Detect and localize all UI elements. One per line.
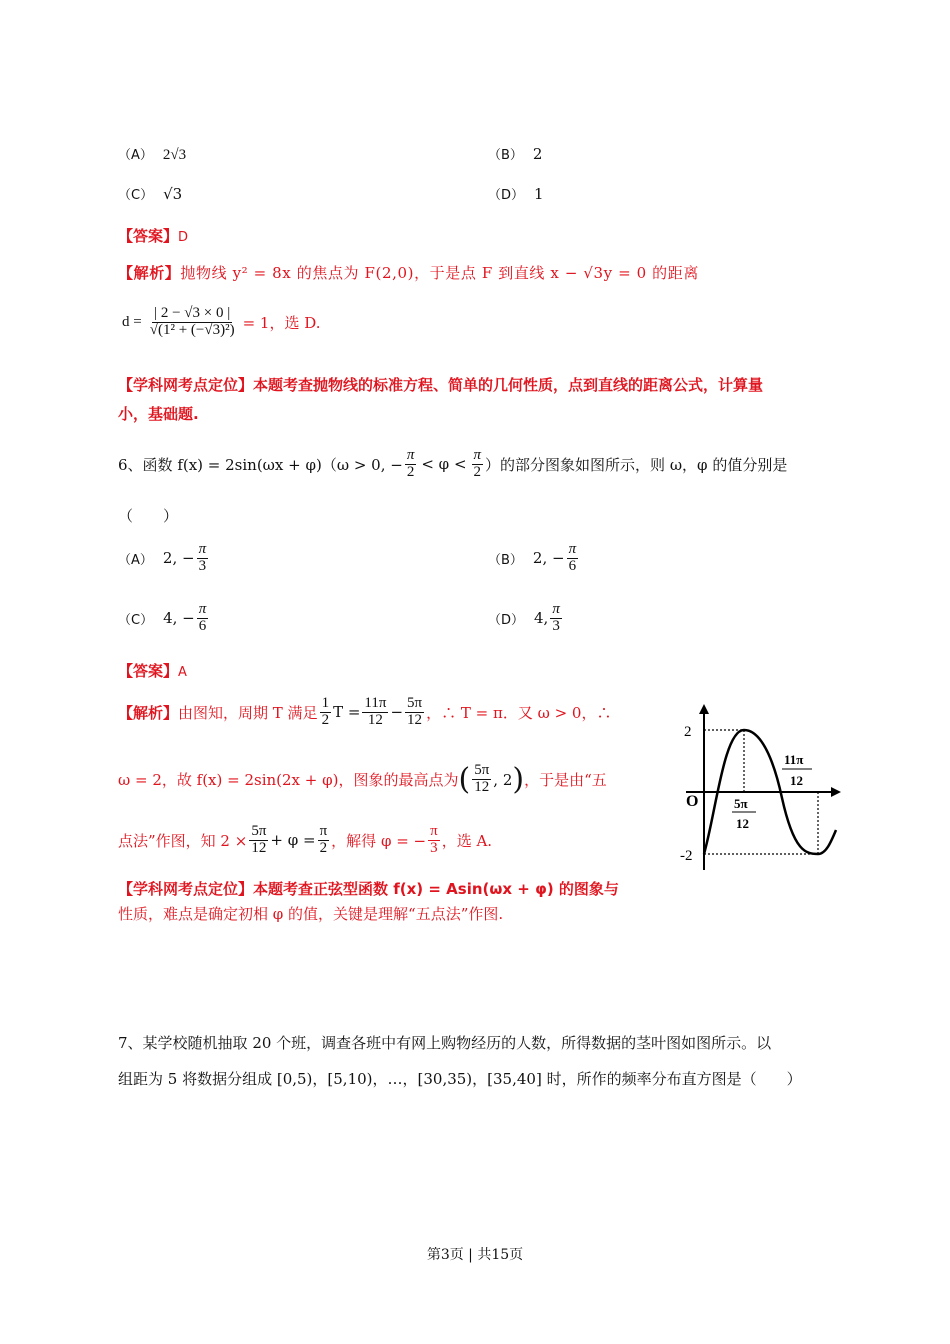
option-label: （D） — [488, 188, 525, 203]
analysis-text: T = — [333, 703, 361, 722]
analysis-text: 抛物线 y² = 8x 的焦点为 F(2,0)，于是点 F 到直线 x − √3y = 0 的距离 — [180, 264, 699, 282]
stem-part-c: ）的部分图象如图所示，则 ω，φ 的值分别是 — [485, 455, 788, 474]
fraction-denominator: 2 — [473, 463, 482, 480]
analysis-text: ω = 2，故 f(x) = 2sin(2x + φ)，图象的最高点为 — [118, 771, 459, 789]
fraction-numerator: π — [198, 541, 207, 557]
formula-suffix: = 1，选 D. — [242, 313, 321, 332]
q5-option-d — [488, 184, 544, 203]
fraction-denominator: 2 — [406, 463, 415, 480]
fraction-numerator: π — [198, 601, 207, 617]
q7-line2: 组距为 5 将数据分组成 [0,5)，[5,10)，…，[30,35)，[35,40] 时，所作的频率分布直方图是（ ） — [118, 1070, 802, 1088]
question-number: 6、 — [118, 455, 143, 474]
q6-answer — [118, 660, 187, 681]
fraction-denominator: 3 — [198, 557, 207, 574]
question-text: 某学校随机抽取 20 个班，调查各班中有网上购物经历的人数，所得数据的茎叶图如图所示。以 — [142, 1034, 772, 1052]
q6-option-a — [118, 542, 210, 575]
paren-left: ( — [458, 762, 471, 797]
half-fraction — [320, 696, 332, 729]
y-max-label: 2 — [684, 724, 692, 740]
fraction-denominator: √(1² + (−√3)²) — [149, 321, 235, 338]
x1-denominator: 12 — [736, 816, 749, 831]
kaodian-tag: 【学科网考点定位】 — [118, 376, 254, 394]
fraction-denominator: 2 — [321, 711, 330, 728]
x2-numerator: 11π — [784, 752, 804, 767]
y-min-label: -2 — [680, 848, 693, 864]
fraction-numerator: 5π — [251, 823, 267, 839]
option-value: 2, − — [532, 549, 565, 568]
paren-right: ) — [512, 762, 525, 797]
fraction-denominator: 6 — [198, 617, 207, 634]
option-label: （D） — [488, 612, 525, 628]
fraction-numerator: 5π — [474, 762, 490, 779]
distance-fraction — [148, 306, 237, 339]
fraction — [472, 763, 491, 796]
option-fraction — [567, 542, 579, 575]
option-fraction — [550, 602, 562, 635]
fraction-denominator: 6 — [568, 557, 577, 574]
option-value: 4, − — [163, 609, 195, 628]
answer-tag: 【答案】 — [118, 662, 179, 680]
option-value: 2 — [532, 145, 543, 163]
option-label: （A） — [118, 148, 153, 163]
x1-numerator: 5π — [734, 796, 748, 811]
fraction-denominator: 2 — [319, 839, 328, 856]
q6-analysis-line1 — [118, 696, 611, 729]
q6-analysis-line2 — [118, 762, 607, 797]
analysis-text: 点法”作图，知 2 × — [118, 831, 248, 850]
option-fraction — [197, 542, 209, 575]
fraction-numerator: | 2 − √3 × 0 | — [154, 305, 231, 321]
option-label: （B） — [488, 552, 523, 568]
option-label: （B） — [488, 148, 523, 163]
fraction-denominator: 3 — [552, 617, 560, 634]
q5-answer — [118, 225, 188, 246]
sine-graph — [676, 702, 846, 872]
fraction-numerator: π — [552, 601, 560, 617]
x2-denominator: 12 — [790, 773, 803, 788]
option-label: （A） — [118, 552, 153, 568]
q5-distance-formula — [122, 306, 321, 339]
fraction-numerator: π — [430, 823, 438, 839]
stem-part-b: < φ < — [421, 455, 467, 474]
analysis-text: ，选 A. — [441, 831, 493, 850]
analysis-text: ，解得 φ = − — [331, 831, 427, 850]
question-number: 7、 — [118, 1034, 143, 1052]
y-axis-arrow — [699, 704, 709, 714]
fraction-denominator: 12 — [474, 779, 490, 795]
fraction-numerator: π — [406, 447, 415, 463]
kaodian-text: 本题考查正弦型函数 f(x) = Asin(ωx + φ) 的图象与 — [253, 880, 619, 898]
fraction-numerator: 11π — [364, 695, 387, 711]
fraction-numerator: 5π — [407, 695, 423, 711]
q6-option-b — [488, 542, 580, 575]
fraction-numerator: π — [473, 447, 482, 463]
option-value: 1 — [534, 185, 544, 203]
q6-option-c — [118, 602, 210, 635]
fraction — [318, 824, 330, 857]
fraction — [428, 824, 440, 857]
q6-answer-paren: （ ） — [118, 507, 179, 525]
stem-part-a: 函数 f(x) = 2sin(ωx + φ)（ω > 0, − — [142, 455, 403, 474]
option-value: √3 — [163, 185, 183, 203]
q6-analysis-line3 — [118, 824, 492, 857]
x-axis-arrow — [831, 787, 841, 797]
kaodian-text: 本题考查抛物线的标准方程、简单的几何性质，点到直线的距离公式，计算量 — [253, 376, 764, 394]
fraction-numerator: π — [319, 823, 328, 839]
fraction-denominator: 3 — [430, 839, 438, 856]
pi-over-2-fraction — [472, 448, 484, 481]
q6-kaodian — [118, 878, 678, 924]
analysis-tag: 【解析】 — [118, 264, 181, 282]
fraction-numerator: 1 — [321, 695, 330, 711]
answer-tag: 【答案】 — [118, 227, 179, 245]
formula-prefix: d = — [122, 313, 142, 330]
analysis-text: ，∴ T = π．又 ω > 0，∴ — [426, 703, 612, 722]
q5-analysis-line1 — [118, 262, 848, 283]
answer-value: A — [178, 665, 187, 680]
kaodian-text-2: 小，基础题. — [118, 405, 199, 423]
fraction — [405, 696, 424, 729]
option-label: （C） — [118, 612, 154, 628]
kaodian-tag: 【学科网考点定位】 — [118, 880, 254, 898]
option-label: （C） — [118, 188, 154, 203]
analysis-text: ，于是由“五 — [524, 771, 607, 789]
fraction-denominator: 12 — [407, 711, 423, 728]
fraction-denominator: 12 — [251, 839, 267, 856]
fraction — [249, 824, 268, 857]
option-value: 2√3 — [162, 147, 187, 163]
option-value: 2, − — [162, 549, 195, 568]
analysis-text: 由图知，周期 T 满足 — [178, 703, 318, 722]
q5-kaodian — [118, 374, 858, 424]
fraction-denominator: 12 — [367, 711, 383, 728]
option-value: 4, — [534, 609, 549, 628]
option-fraction — [197, 602, 209, 635]
q6-stem — [118, 448, 787, 481]
answer-value: D — [178, 230, 189, 245]
page-footer: 第3页 | 共15页 — [426, 1247, 524, 1263]
q7-line1 — [118, 1032, 771, 1053]
pi-over-2-fraction — [405, 448, 417, 481]
q5-option-c — [118, 184, 182, 203]
origin-label: O — [686, 793, 699, 810]
q5-option-b — [488, 144, 542, 163]
fraction — [362, 696, 388, 729]
fraction-numerator: π — [568, 541, 577, 557]
q6-option-d — [488, 602, 564, 635]
kaodian-text-2: 性质，难点是确定初相 φ 的值，关键是理解“五点法”作图. — [118, 905, 504, 923]
analysis-tag: 【解析】 — [118, 703, 179, 722]
point-y: , 2 — [493, 770, 513, 789]
q5-option-a — [118, 144, 186, 164]
analysis-text: + φ = — [270, 831, 316, 850]
minus-sign: − — [390, 703, 404, 722]
